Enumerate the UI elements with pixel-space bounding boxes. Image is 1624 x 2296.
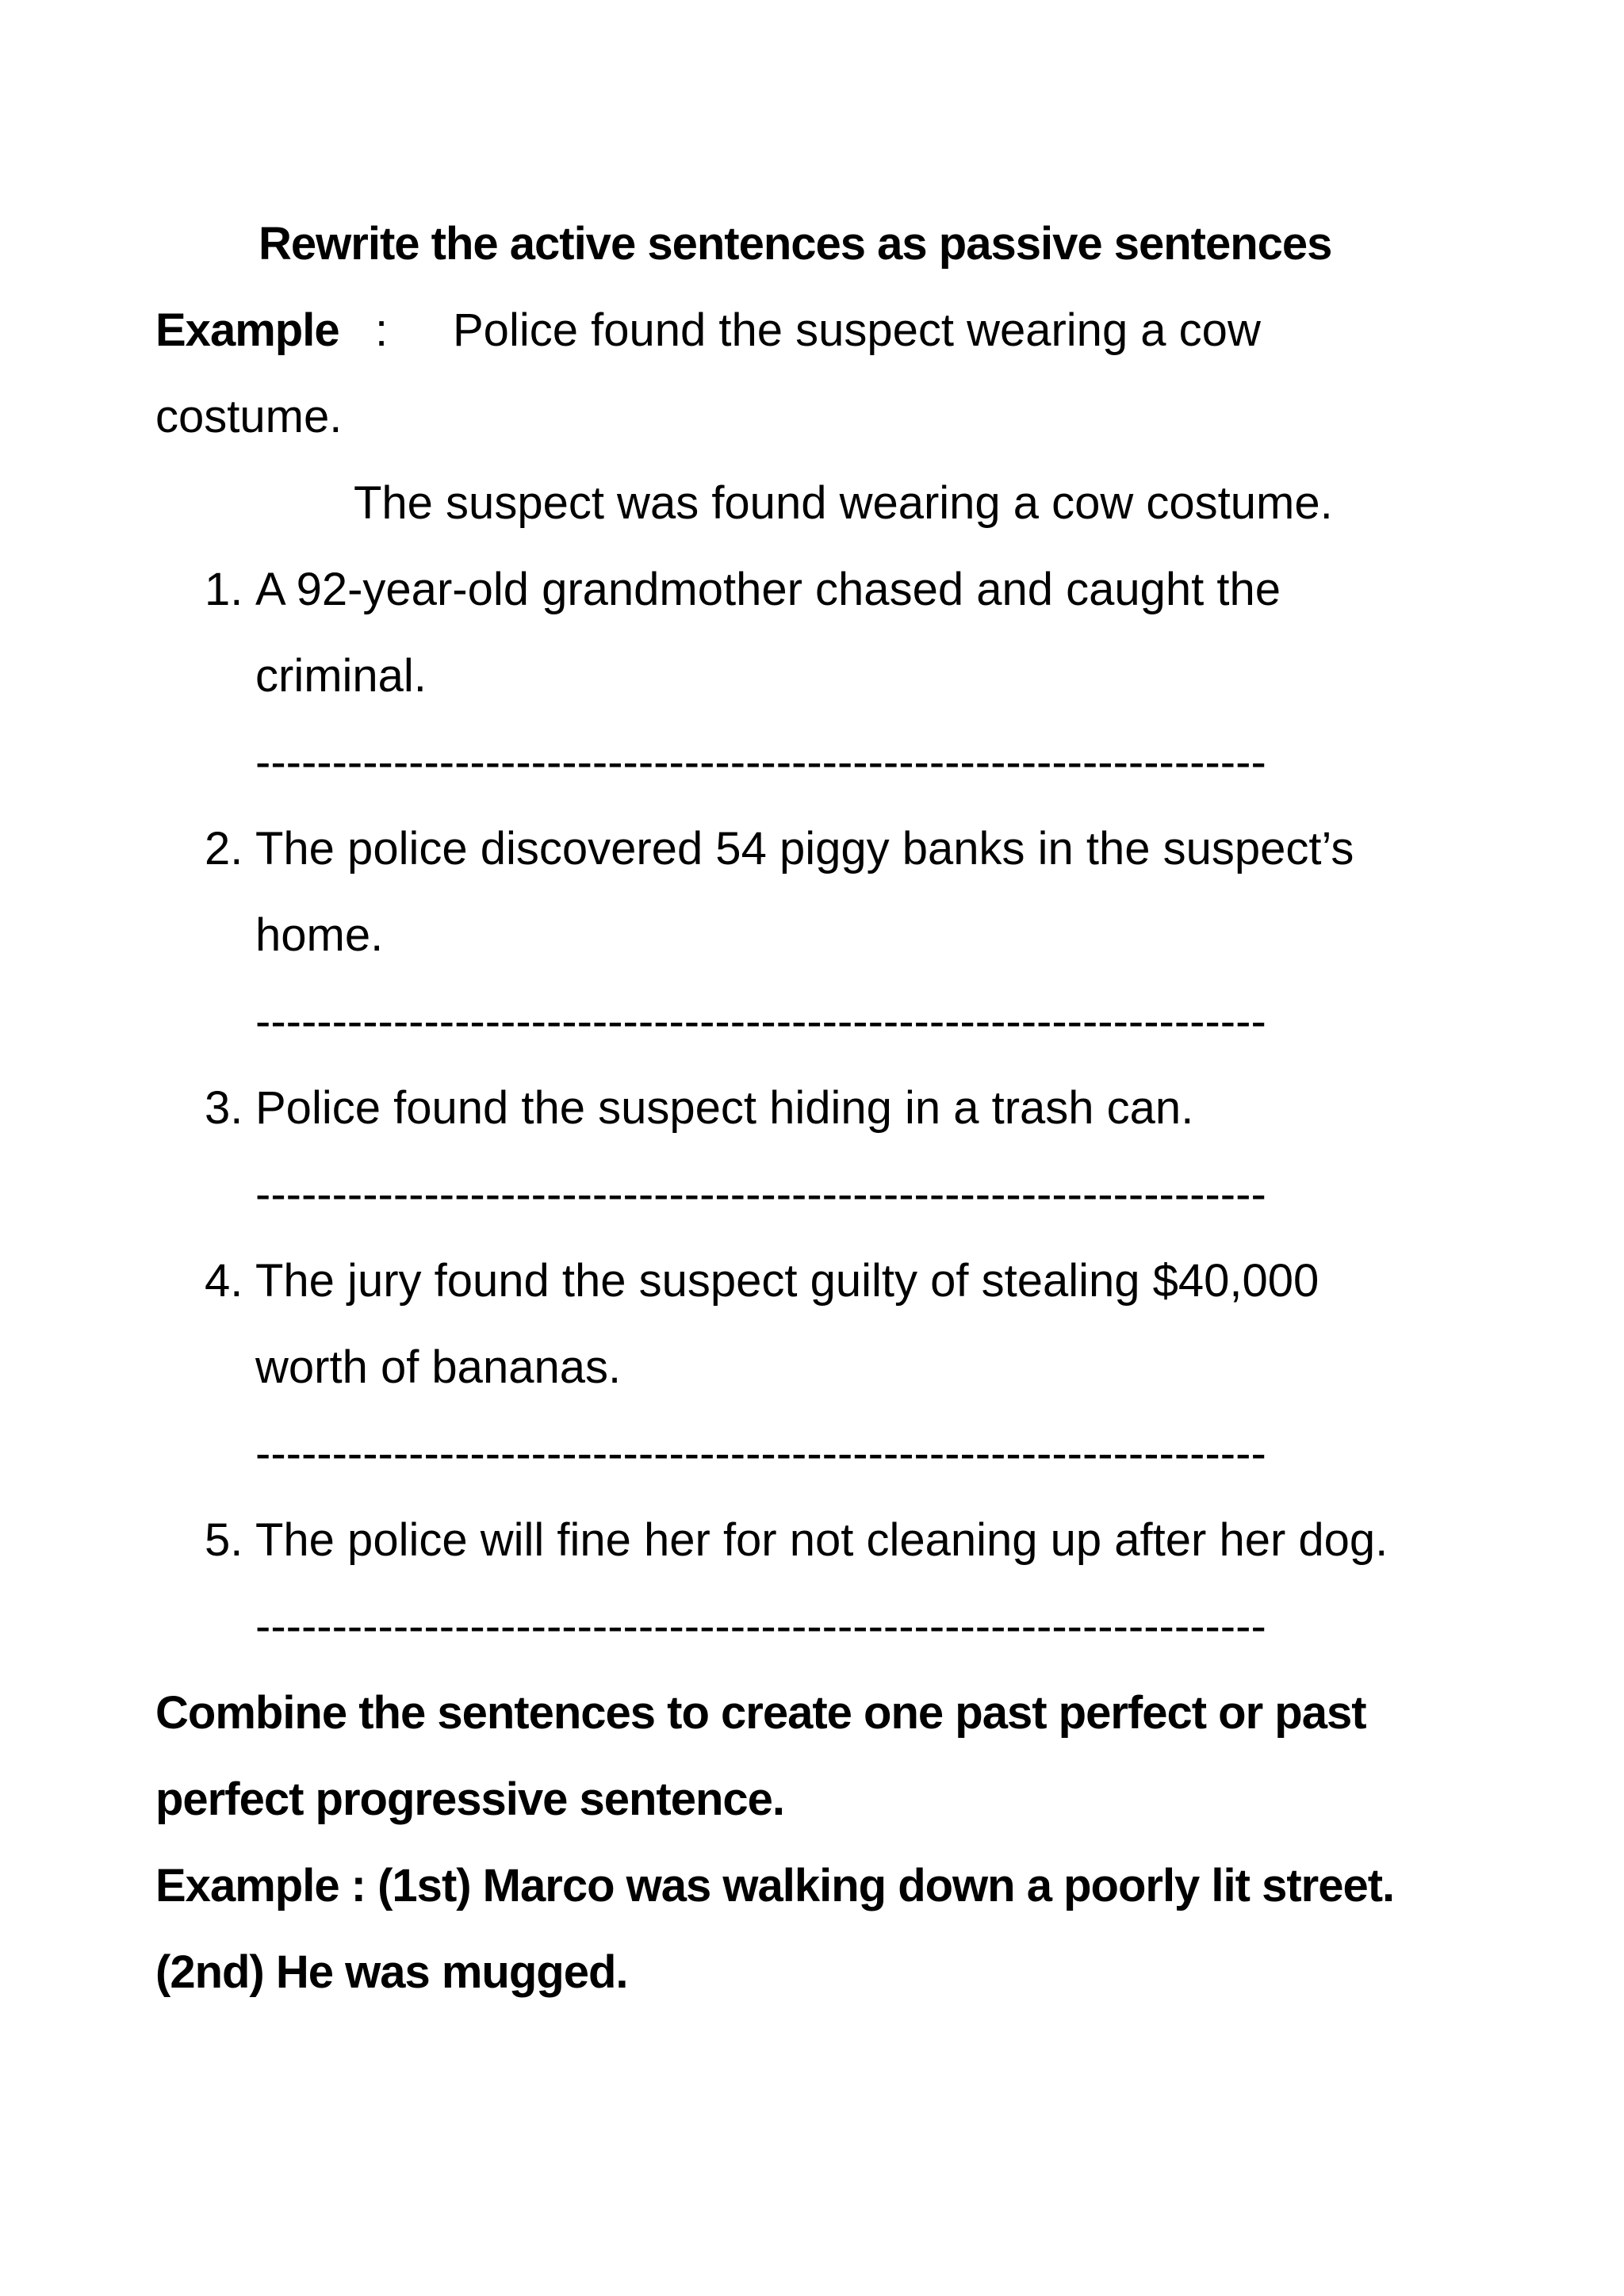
section2-example-cont: (2nd) He was mugged. (155, 1946, 628, 1998)
item-sentence: The jury found the suspect guilty of stealing $40,000 (255, 1255, 1320, 1307)
item-sentence: Police found the suspect hiding in a trash can. (255, 1082, 1194, 1134)
section1-heading: Rewrite the active sentences as passive sentences (259, 218, 1332, 270)
item-number: 4. (205, 1255, 243, 1307)
answer-line: ------------------------------------------------------------------ (255, 737, 1266, 788)
item-sentence: A 92-year-old grandmother chased and caught the (255, 564, 1281, 615)
answer-line: ------------------------------------------------------------------ (255, 996, 1266, 1047)
item-number: 1. (205, 564, 243, 615)
answer-line: ------------------------------------------------------------------ (255, 1601, 1266, 1652)
answer-line: ------------------------------------------------------------------ (255, 1169, 1266, 1220)
item-sentence: The police discovered 54 piggy banks in the suspect’s (255, 823, 1354, 874)
section2-heading-cont: perfect progressive sentence. (155, 1774, 785, 1825)
item-sentence-cont: worth of bananas. (255, 1341, 622, 1393)
item-number: 3. (205, 1082, 243, 1134)
answer-line: ------------------------------------------------------------------ (255, 1428, 1266, 1479)
example-colon: : (375, 304, 389, 356)
example-active-sentence: Police found the suspect wearing a cow (453, 304, 1261, 356)
item-number: 5. (205, 1514, 243, 1566)
example-passive-sentence: The suspect was found wearing a cow costume. (354, 477, 1333, 529)
item-sentence-cont: home. (255, 909, 384, 961)
example-active-sentence-cont: costume. (155, 391, 343, 442)
section2-heading: Combine the sentences to create one past perfect or past (155, 1687, 1366, 1739)
item-number: 2. (205, 823, 243, 874)
example-label: Example (155, 304, 339, 356)
item-sentence: The police will fine her for not cleaning up after her dog. (255, 1514, 1388, 1566)
item-sentence-cont: criminal. (255, 650, 427, 702)
section2-example: Example : (1st) Marco was walking down a poorly lit street. (155, 1860, 1395, 1911)
